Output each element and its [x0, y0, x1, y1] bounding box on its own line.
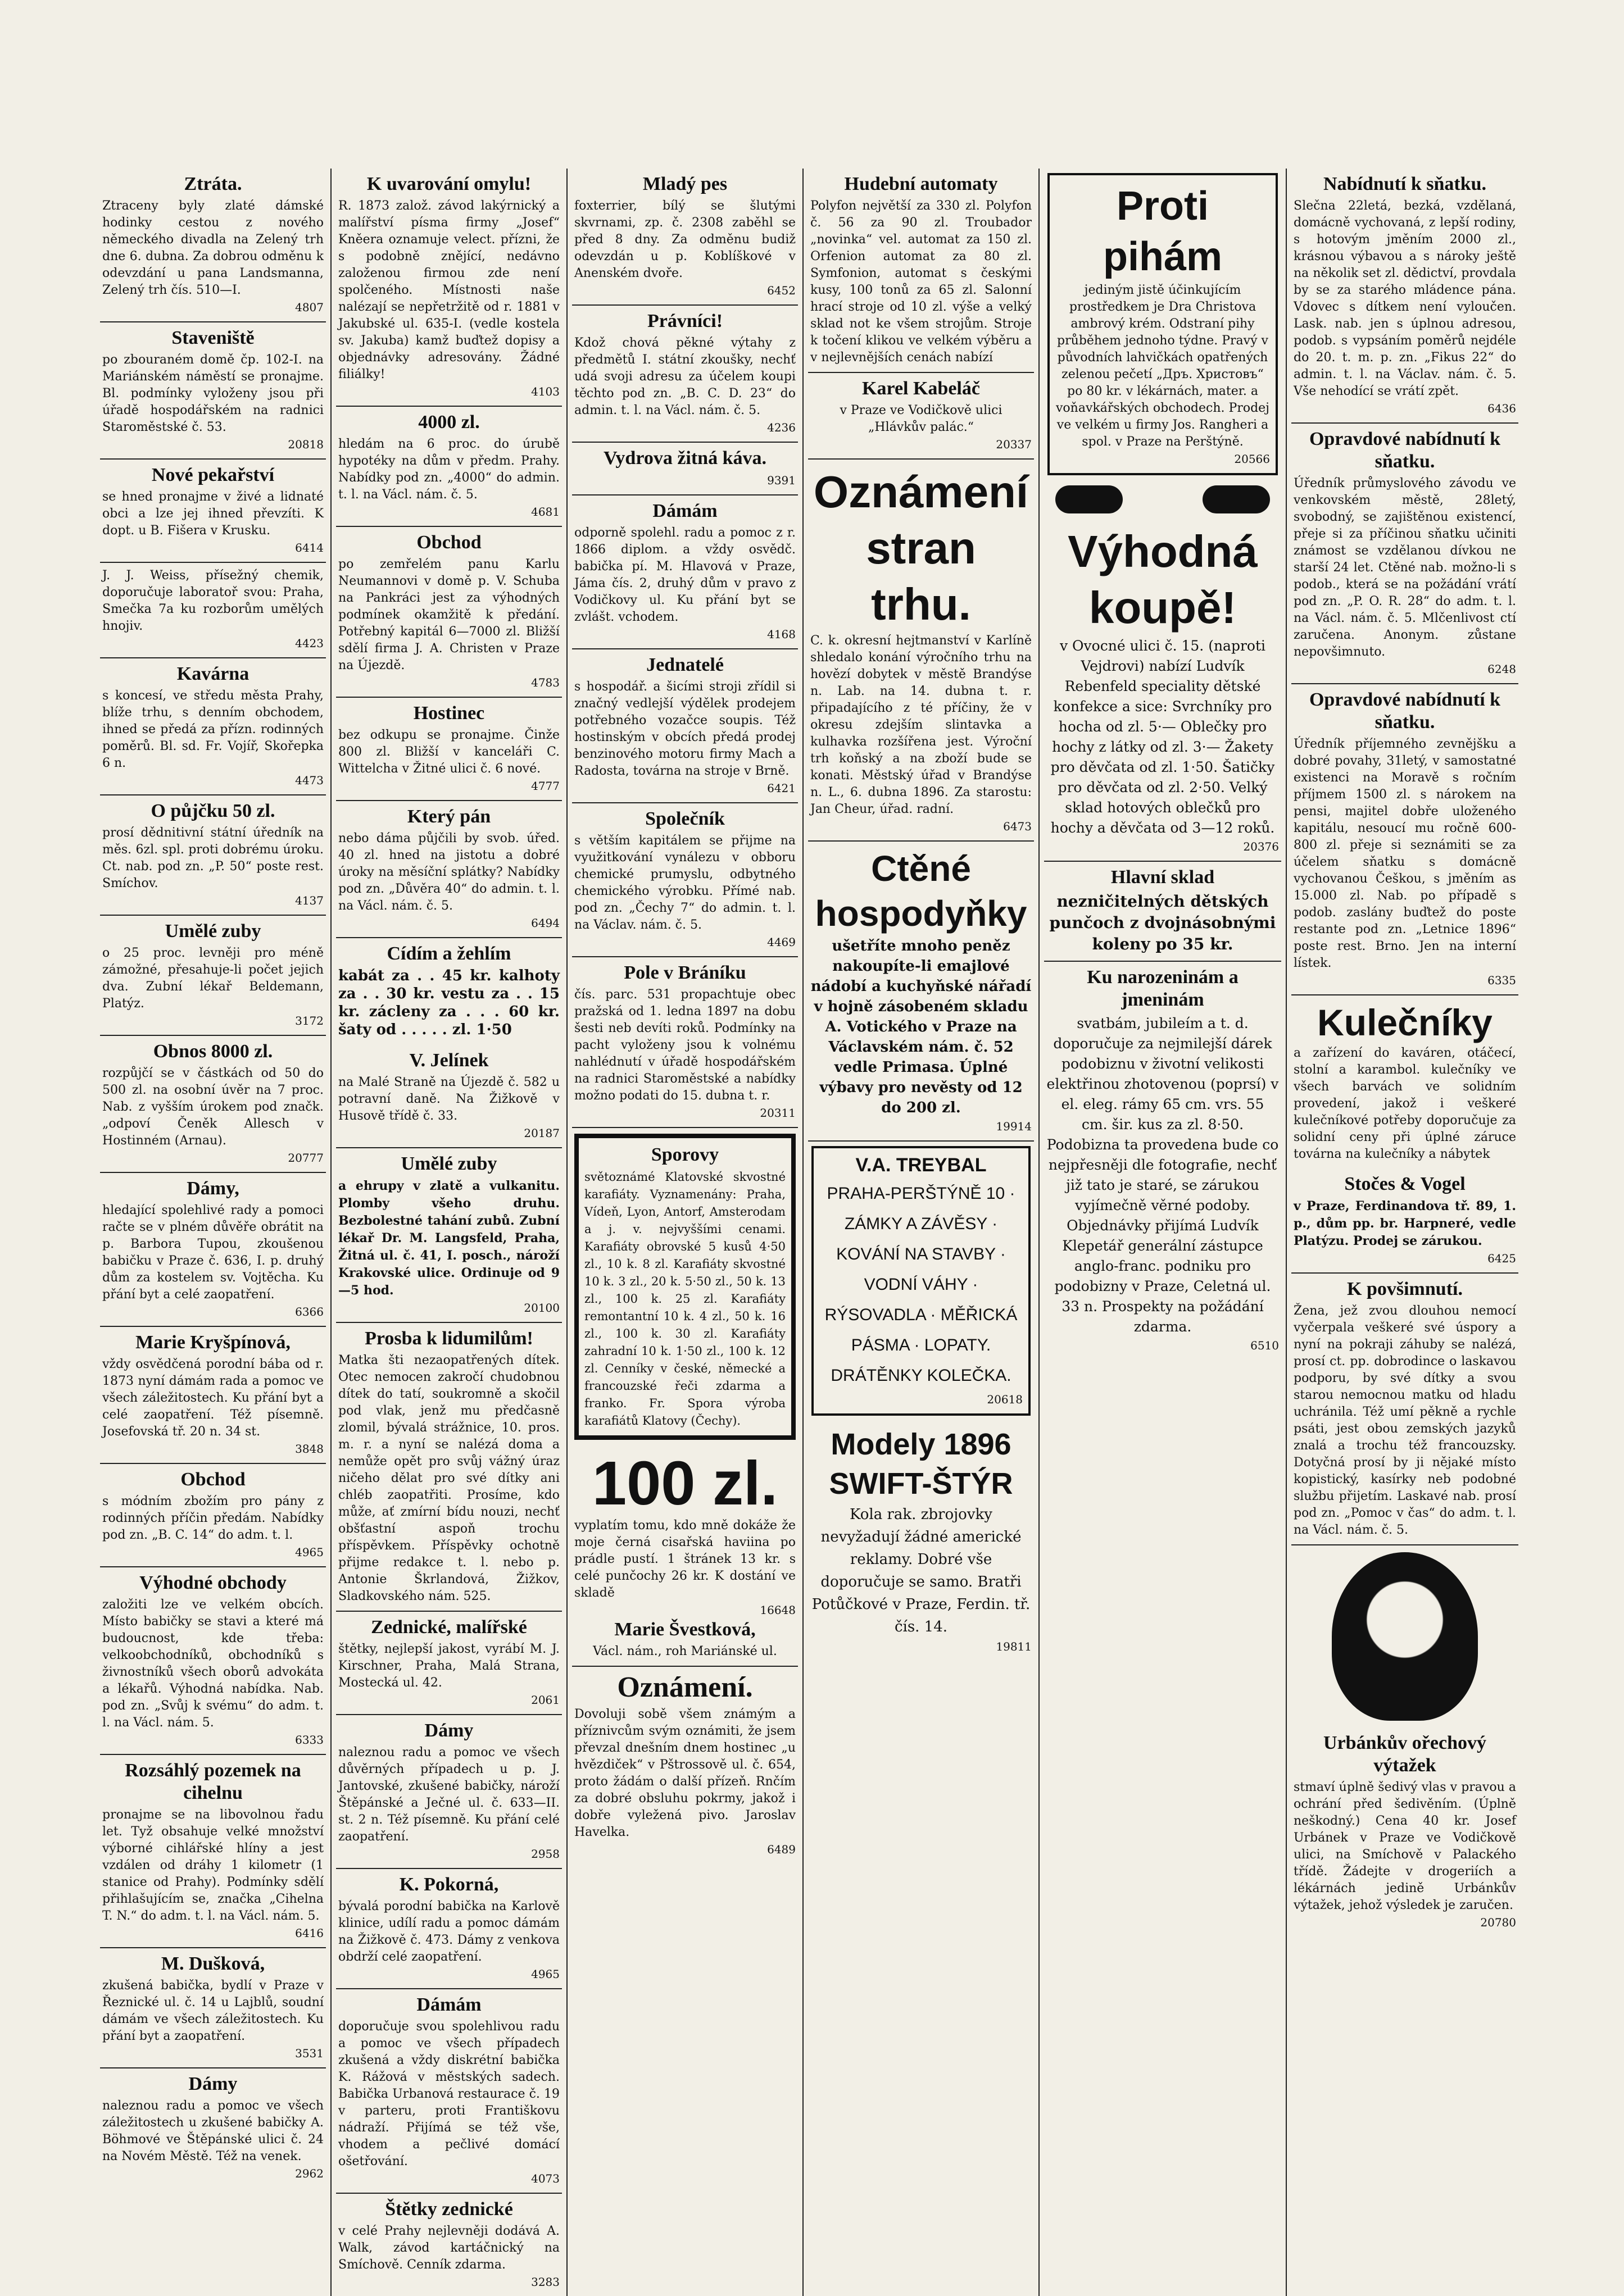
ad-title: Kulečníky: [1317, 1002, 1493, 1043]
ad-title: Dámy: [188, 2074, 238, 2094]
ad-title: Nové pekařství: [151, 465, 275, 485]
ad-subtitle: Marie Švestková,: [614, 1619, 756, 1640]
ad-title: Proti pihám: [1103, 184, 1223, 279]
ad-text: doporučuje svou spolehlivou radu a pomoc ve všech případech zkušená a vždy diskrétní babička K. Rážová v městských sadech. Babička Urbanová restaurace č. 19 v parteru, proti Františkovu nádraží. Přijímá se též vše, vhodem a pečlivé domácí ošetřování.: [338, 2020, 560, 2168]
ad-title: M. Dušková,: [161, 1953, 265, 1974]
ad-povsimnuti: [1291, 1274, 1518, 1545]
portrait-illustration: [1332, 1552, 1478, 1721]
ad-stoces-vogel: [1291, 1169, 1518, 1274]
ad-text: stmaví úplně šedivý vlas v pravou a ochrání před šedivěním. (Úplně neškodný.) Cena 40 kr. Josef Urbánek v Praze ve Vodičkově ulici, na Smíchově v Palackého třídě. Žádejte v drogeriích a lékárnách jedině Urbánkův výtažek, jehož výsledek je zaručen.: [1294, 1780, 1516, 1912]
ad-hostinec: [336, 698, 562, 801]
ad-text: Kdož chová pěkné výtahy z předmětů I. státní zkoušky, nechť udá svoji adresu za účelem koupi těchto pod zn. „B. C. D. 23“ do admin. t. l. na Václ. nám. č. 5.: [574, 336, 796, 417]
ad-number: 6414: [295, 541, 324, 554]
ad-number: 3283: [531, 2275, 560, 2289]
ad-number: 6436: [1487, 402, 1516, 415]
ad-number: 4423: [295, 636, 324, 650]
ad-number: 6416: [295, 1926, 324, 1940]
ad-title: Štětky zednické: [385, 2199, 513, 2220]
ad-title: Stočes & Vogel: [1344, 1174, 1466, 1194]
ad-text: s hospodář. a šicími stroji zřídil si značný vedlejší výdělek prodejem potřebného vozačce soupis. Též hostinským v obcích předá prodej benzinového motoru firmy Mach a Radosta, továrna na stroje v Brně.: [574, 680, 796, 778]
ad-kavarna: [100, 658, 326, 795]
hand-left-icon: [1055, 485, 1123, 513]
ad-umele-zuby-langsfeld: [336, 1148, 562, 1323]
ad-text: pronajme se na libovolnou řadu let. Tyž obsahuje velké množství výborné cihlářské hlíny a jest vzdálen od dráhy 1 kilometr (1 stanice od Prahy). Podmínky sdělí přihlašujícím se, značka „Cihelna T. N.“ do adm. t. l. na Václ. nám. 5.: [102, 1808, 324, 1923]
ad-spolecnik: [572, 803, 798, 957]
ad-text: Žena, jež zvou dlouhou nemocí vyčerpala veškeré své úspory a nyní na pokraji záhuby se nalézá, prosí ct. pp. dobrodince o laskavou podporu, by své dítky a svou starou nemocnou matku od hladu uchránila. Též umí pěkně a rychle psáti, jest obou zemských jazyků znalá a trochu též francouzsky. Dotyčná prosí by ji nějaké místo kopistický, kasírky neb podobné službu přijetím. Laskavé nab. prosí pod zn. „Pomoc v čas“ do adm. t. l. na Václ. nám. č. 5.: [1294, 1304, 1516, 1537]
ad-number: 6510: [1250, 1339, 1279, 1352]
ad-title: 4000 zl.: [418, 412, 480, 433]
ad-text: světoznámé Klatovské skvostné karafiáty. Vyznamenány: Praha, Vídeň, Lyon, Antorf, Amsterodam a j. v. nejvyššími cenami. Karafiáty obrovské 5 kusů 4·50 zl., 10 k. 8 zl. Karafiáty skvostné 10 k. 3 zl., 20 k. 5·50 zl., 50 k. 13 zl., 100 k. 25 zl. Karafiáty remontantní 10 k. 4 zl., 50 k. 16 zl., 100 k. 30 zl. Karafiáty zahradní 10 k. 1·50 zl., 100 k. 12 zl. Cenníky v české, německé a francouzské řeči zdarma a franko. Fr. Spora výroba karafiátů Klatovy (Čechy).: [584, 1170, 786, 1427]
ad-text: kabát za . . 45 kr. kalhoty za . . 30 kr. vestu za . . 15 kr. zácleny za . . . 60 kr. šaty od . . . . . zl. 1·50: [338, 967, 560, 1038]
ad-number: 6248: [1487, 662, 1516, 676]
ad-damy-jantovska: [336, 1715, 562, 1869]
ad-title: Jednatelé: [646, 654, 724, 675]
ad-title: V. Jelínek: [409, 1050, 489, 1071]
ad-number: 20780: [1480, 1916, 1516, 1929]
ad-title: Zednické, malířské: [371, 1617, 527, 1638]
ad-zednicke: [336, 1612, 562, 1715]
ad-mlady-pes: [572, 169, 798, 306]
ad-pozemek: [100, 1755, 326, 1948]
ad-title: K povšimnutí.: [1347, 1279, 1463, 1299]
ad-damy-tupa: [100, 1173, 326, 1327]
ad-number: 3172: [295, 1014, 324, 1027]
ad-oznameni-hostinec: [572, 1667, 798, 1863]
ad-text: zkušená babička, bydlí v Praze v Řeznické ul. č. 14 u Lajblů, soudní dámám ve všech záležitostech. Ku přání byt a zaopatření.: [102, 1979, 324, 2043]
ad-number: 16648: [760, 1603, 796, 1617]
ad-text: čís. parc. 531 propachtuje obec pražská od 1. ledna 1897 na dobu šesti neb devíti roků. Podmínky na pacht vyloženy jsou k volnému nahlédnutí v úřadě hospodářském na radnici Staroměstské a nabídky možno podati do 15. dubna t. r.: [574, 988, 796, 1103]
ad-hudebni-automaty: [808, 169, 1034, 373]
ad-title: Urbánkův ořechový výtažek: [1323, 1733, 1486, 1776]
ad-title: Společník: [645, 808, 725, 829]
ad-title: Karel Kabeláč: [862, 378, 980, 399]
ad-title: Ku narozeninám a jmeninám: [1087, 967, 1239, 1010]
ad-number: 6489: [767, 1843, 796, 1856]
ad-damam-razova: [336, 1989, 562, 2194]
ad-title: Právníci!: [647, 311, 723, 331]
ad-text: Václ. nám., roh Mariánské ul.: [593, 1644, 777, 1658]
ad-text: vždy osvědčená porodní bába od r. 1873 nyní dámám rada a pomoc ve všech záležitostech. Ku přání byt a celé zaopatření. Též písemně. Josefovská tř. 20 n. 34 st.: [102, 1357, 324, 1439]
ad-title: Nabídnutí k sňatku.: [1323, 174, 1487, 194]
ad-title: V.A. TREYBAL: [855, 1154, 987, 1176]
ad-4000: [336, 407, 562, 527]
ad-text: Kola rak. zbrojovky nevyžadují žádné americké reklamy. Dobré vše doporučuje se samo. Bratři Potůčkové v Praze, Ferdin. tř. čís. 14.: [811, 1506, 1031, 1635]
ad-text: Slečna 22letá, bezká, vzdělaná, domácně vychovaná, z lepší rodiny, s hotovým jměním 2000 zl., krásnou výbavou a s nároky ještě na několik set zl. dědictví, provdala by se za starého mládence pána. Vdovec s dítkem není vyloučen. Lask. nab. jen s úplnou adresou, podob. s vypsáním poměrů nejdéle do 20. t. m. p. zn. „Fikus 22“ do admin. t. l. na Václav. nám. č. 5. Vše nehodící se vrátí zpět.: [1294, 199, 1516, 398]
ad-damy-bohmova: [100, 2068, 326, 2188]
ad-title: Sporovy: [651, 1144, 719, 1165]
ad-text: Úředník průmyslového závodu ve venkovském městě, 28letý, svobodný, se zajištěnou existencí, přeje si za příčinou sňatku učiniti známost se vzdělanou dívkou ne starší 24 let. Ctěné nab. možno-li s podob., která se na požádání vrátí pod zn. „P. O. R. 28“ do adm. t. l. na Václ. nám. č. 5. Mlčenlivost ctí zaručena. Anonym. zůstane nepovšimnuto.: [1294, 476, 1516, 659]
ad-text: Úředník příjemného zevnějšku a dobré povahy, 31letý, v samostatné existenci na Moravě s ročním příjmem 1500 zl. s nárokem na pensi, majitel dobře uloženého kapitálu, nesoucí mu ročně 600-800 zl. přeje si seznámiti se za účelem sňatku s domácně vychovanou Češkou, s jměním as 15.000 zl. Nab. po případě s podob. zaslány buďtež do poste restante pod zn. „Letnice 1896“ poste rest. Brno. Jen na interní lístek.: [1294, 737, 1516, 970]
ad-title: Obchod: [180, 1469, 246, 1490]
ad-title: O půjčku 50 zl.: [151, 801, 275, 821]
ad-number: 6421: [767, 781, 796, 795]
ad-title: Opravdové nabídnutí k sňatku.: [1309, 429, 1501, 472]
ad-title: Ctěné hospodyňky: [815, 848, 1027, 934]
ad-text: hledající spolehlivé rady a pomoci račte se v plném důvěře obrátit na p. Barbora Tupou, zkoušenou babičku v Praze č. 636, I. p. druhý dům za kostelem sv. Vojtěcha. Ku přání byt a celé zaopatření.: [102, 1203, 324, 1302]
ad-text: po zbouraném domě čp. 102-I. na Mariánském náměstí se pronajme. Bl. podmínky vyloženy jsou při úřadě hospodářském na radnici Staroměstské č. 53.: [102, 353, 324, 434]
ad-number: 4473: [295, 774, 324, 787]
ad-text: naleznou radu a pomoc ve všech důvěrných případech u p. J. Jantovské, zkušené babičky, nároží Štěpánské a Ječné ul. č. 633—II. st. 2 n. Též písemně. Ku přání celé zaopatření.: [338, 1745, 560, 1844]
ad-weiss: [100, 563, 326, 658]
ad-number: 2958: [531, 1847, 560, 1861]
ad-vyhodne-obchody: [100, 1567, 326, 1755]
ad-text: s koncesí, ve středu města Prahy, blíže trhu, s denním obchodem, ihned se předá za přízn. rodinných poměrů. Bl. sd. Fr. Vojíř, Skořepka 6 n.: [102, 689, 324, 770]
ad-umele-zuby: [100, 916, 326, 1036]
column-6: [1287, 169, 1523, 2296]
ad-podobizna: [1044, 962, 1281, 1360]
ad-text: Dovoluji sobě všem známým a příznivcům svým oznámiti, že jsem převzal dnešním dnem hostinec „u hvězdiček“ v Pštrossově ul. č. 654, proto žádám o další přízeň. Rnčím za dobré obsluhu pokrmy, jakož i dobře vyležená pivo. Jaroslav Havelka.: [574, 1707, 796, 1839]
ad-staveniste: [100, 322, 326, 460]
ad-text: jediným jistě účinkujícím prostředkem je Dra Christova ambrový krém. Odstraní pihy průběhem jednoho týdne. Pravý v původních lahvičkách opatřených zelenou pečetí „Дръ. Христовъ“ po 80 kr. v lékárnách, mater. a voňavkářských obchodech. Prodej ve velkém u firmy Jos. Rangheri a spol. v Praze na Perštýně.: [1055, 283, 1269, 449]
ad-number: 4965: [531, 1967, 560, 1981]
ad-kabelac: [808, 373, 1034, 460]
ad-urbanek: [1291, 1727, 1518, 1936]
ad-text: a ehrupy v zlatě a vulkanitu. Plomby všeho druhu. Bezbolestné tahání zubů. Zubní lékař Dr. M. Langsfeld, Praha, Žitná ul. č. 41, I. posch., nároží Krakovské ulice. Ordinuje od 9—5 hod.: [338, 1179, 560, 1298]
ad-title: Hlavní sklad: [1110, 867, 1215, 888]
ad-title: Obnos 8000 zl.: [153, 1041, 273, 1062]
ad-kryspinova: [100, 1327, 326, 1464]
ad-number: 20566: [1234, 452, 1270, 466]
ad-number: 4103: [531, 385, 560, 398]
ad-number: 20337: [996, 438, 1032, 451]
hand-right-icon: [1203, 485, 1270, 513]
ad-snatek-1: [1291, 169, 1518, 424]
ad-jednatele: [572, 649, 798, 803]
ad-text: a zařízení do kaváren, otáčecí, stolní a karambol. kulečníky ve všech barvách ve solidním provedení, jakož i veškeré kulečníkové potřeby doporučuje za solidní ceny při úplné záruce továrna na kulečníky a nábytek: [1294, 1046, 1516, 1161]
ad-text: hledám na 6 proc. do úrubě hypotéky na dům v předm. Prahy. Nabídky pod zn. „4000“ do admin. t. l. na Václ. nám. č. 5.: [338, 437, 560, 502]
ad-text: prosí dědnitivní státní úředník na měs. 6zl. spl. proti dobrému úroku. Ct. nab. pod zn. „P. 50“ poste rest. Smíchov.: [102, 826, 324, 890]
ad-hlavni-sklad: [1044, 862, 1281, 962]
ad-number: 6333: [295, 1733, 324, 1747]
ad-title: Rozsáhlý pozemek na cihelnu: [125, 1760, 301, 1803]
ad-title: Oznámení.: [617, 1671, 753, 1703]
ad-number: 4965: [295, 1545, 324, 1559]
ad-title: Staveniště: [171, 328, 255, 348]
ad-title: Dámám: [652, 501, 718, 521]
ad-number: 4168: [767, 628, 796, 641]
ad-cidim: [336, 938, 562, 1045]
ad-title: K uvarování omylu!: [366, 174, 532, 194]
ad-text: Ztraceny byly zlaté dámské hodinky cestou z nového německého divadla na Zelený trh dne 6. dubna. Za dobrou odměnu k odevzdání u pana Landsmanna, Zelený trh čís. 510—I.: [102, 199, 324, 297]
ad-title: Obchod: [416, 532, 482, 553]
ad-number: 3531: [295, 2047, 324, 2060]
ad-title: Modely 1896 SWIFT-ŠTÝR: [829, 1427, 1013, 1501]
ad-text: Polyfon největší za 330 zl. Polyfon č. 56 za 90 zl. Troubador „novinka“ vel. automat za 150 zl. Orfenion automat za 80 zl. Symfonion, automat s českými kusy, 100 tonů za 65 zl. Salonní hrací stroje od 10 zl. výše a velký sklad not ke všem strojům. Stroje k točení klikou ve velkém výběru a v nejlevnějších cenách nabízí: [810, 199, 1032, 365]
ad-number: 6473: [1003, 820, 1032, 833]
ad-number: 6452: [767, 284, 796, 297]
ad-title: Prosba k lidumilům!: [365, 1328, 533, 1349]
ad-text: odporně spolehl. radu a pomoc z r. 1866 diplom. a vždy osvědč. babička pí. M. Hlavová v Praze, Jáma čís. 2, druhý dům v pravo z Vodičkovy ul. Ku přání byt se zvlášt. vchodem.: [574, 526, 796, 624]
ad-text: C. k. okresní hejtmanství v Karlíně shledalo konání výročního trhu na hovězí dobytek v městě Brandýse n. Lab. na 14. dubna t. r. připadajícího z té příčiny, že v okresu zdejším slintavka a kulhavka rozšířena jest. Výroční trh koňský a na zboží bude se konati. Městský úřad v Brandýse n. L., 6. dubna 1896. Za starostu: Jan Cheur, úřad. radní.: [810, 634, 1032, 816]
ad-text: v Praze, Ferdinandova tř. 89, 1. p., dům pp. br. Harpneré, vedle Platýzu. Prodej se zárukou.: [1294, 1199, 1516, 1248]
ad-number: 4681: [531, 505, 560, 519]
ad-title: 100 zl.: [592, 1449, 778, 1518]
ad-text: PRAHA-PERŠTÝNĚ 10 · ZÁMKY A ZÁVĚSY · KOVÁNÍ NA STAVBY · VODNÍ VÁHY · RÝSOVADLA · MĚŘICKÁ PÁSMA · LOPATY. DRÁTĚNKY KOLEČKA.: [824, 1184, 1018, 1385]
ad-obchod-modni: [100, 1464, 326, 1567]
ad-title: Dámám: [416, 1994, 482, 2015]
ad-number: 4137: [295, 894, 324, 907]
ad-text: R. 1873 založ. závod lakýrnický a malířství písma firmy „Josef“ Kněera oznamuje velect. přízni, že s podobně znějící, nedávno založenou firmou zde není spolčeného. Místnosti naše nalézají se nepřetržitě od r. 1881 v Jakubské ul. 635-I. (vedle kostela sv. Jakuba) kamž buďtež dopisy a objednávky adresovány. Žádné filiálky!: [338, 199, 560, 381]
ad-text: štětky, nejlepší jakost, vyrábí M. J. Kirschner, Praha, Malá Strana, Mostecká ul. 42.: [338, 1642, 560, 1690]
ad-number: 4236: [767, 421, 796, 434]
ad-title: Výhodná koupě!: [1068, 526, 1258, 633]
ad-uvarovani: [336, 169, 562, 407]
ad-text: založiti lze ve velkém obcích. Místo babičky se stavi a které má budoucnost, kde třeba: velkoobchodníků, obchodníků s živnostníků všech oborů advokáta a lékařů. Výhodná nabídka. Nab. pod zn. „Svůj k svému“ do adm. t. l. na Václ. nám. 5.: [102, 1598, 324, 1730]
column-1: [96, 169, 332, 2296]
ad-number: 20618: [987, 1393, 1023, 1406]
ad-duskova: [100, 1948, 326, 2068]
ad-text: J. J. Weiss, přísežný chemik, doporučuje laboratoř svou: Praha, Smečka 7a ku rozborům umělých hnojiv.: [102, 569, 324, 633]
ad-title: Dámy,: [187, 1178, 239, 1199]
column-4: [804, 169, 1040, 2296]
ad-title: Mladý pes: [642, 174, 728, 194]
ad-number: 6494: [531, 916, 560, 930]
ad-number: 4807: [295, 301, 324, 314]
ad-number: 4783: [531, 676, 560, 689]
pointing-hands-icon: [1044, 480, 1281, 519]
ad-pujcka: [100, 795, 326, 916]
ad-number: 20777: [288, 1151, 324, 1165]
ad-text: o 25 proc. levněji pro méně zámožné, přesahuje-li počet jejich dva. Zubní lékař Beldemann, Platýz.: [102, 946, 324, 1011]
column-3: [568, 169, 804, 2296]
ad-number: 20100: [524, 1301, 560, 1315]
ad-text: v Praze ve Vodičkově ulici „Hlávkův palác.“: [840, 403, 1002, 434]
ad-number: 4777: [531, 779, 560, 793]
ad-text: na Malé Straně na Újezdě č. 582 u potravní daně. Na Žižkově v Husově třídě č. 33.: [338, 1075, 560, 1123]
ad-title: Kavárna: [176, 663, 250, 684]
ad-pekarstvi: [100, 460, 326, 563]
ad-number: 19811: [996, 1640, 1032, 1653]
ad-pihy: [1047, 173, 1278, 475]
ad-jelinek: [336, 1045, 562, 1148]
ad-title: Opravdové nabídnutí k sňatku.: [1309, 689, 1501, 733]
ad-text: se hned pronajme v živé a lidnaté obci a lze jej ihned převzíti. K dopt. u B. Fišera v Krusku.: [102, 490, 324, 538]
ad-title: Cídím a žehlím: [387, 943, 511, 964]
ad-title: Výhodné obchody: [139, 1572, 287, 1593]
ad-number: 9391: [767, 474, 796, 487]
ad-title: Hostinec: [413, 703, 485, 724]
ad-text: Matka šti nezaopatřených dítek. Otec nemocen zakročí chudobnou dítek do tatí, soukromně a skočil pod vlak, jenž mu předčasně zlomil, bývalá strážnice, 10. pros. m. r. a nyní se nalézá doma a nemůže opět pro svůj vážný úraz ničeho dělat pro své dítky ani chléb zaopatřiti. Prosíme, kdo může, ať zmírní bídu nouzi, nechť obšťastní aspoň trochu příspěvkem. Příspěvky ochotně přijme redakce t. l. nebo p. Antonie Škrlandová, Žižkov, Sladkovského nám. 525.: [338, 1353, 560, 1603]
ad-title: Pole v Bráníku: [624, 962, 746, 983]
ad-snatek-3: [1291, 684, 1518, 995]
ad-number: 6425: [1487, 1252, 1516, 1265]
ad-pokorna: [336, 1869, 562, 1989]
ad-ktery-pan: [336, 801, 562, 938]
ad-number: 20376: [1243, 840, 1279, 853]
ad-oznameni-trhu: [808, 460, 1034, 842]
ad-title: Který pán: [407, 806, 491, 827]
ad-vyhodna-koupe: [1044, 519, 1281, 862]
ad-title: Umělé zuby: [401, 1153, 497, 1174]
ad-text: ušetříte mnoho peněz nakoupíte-li emajlové nádobí a kuchyňské nářadí v hojně zásobeném skladu A. Votického v Praze na Václavském nám. č. 52 vedle Primasa. Úplné výbavy pro nevěsty od 12 do 200 zl.: [810, 938, 1032, 1116]
ad-obchod-neumann: [336, 527, 562, 698]
ad-title: Umělé zuby: [165, 921, 261, 942]
ad-treybal: [811, 1146, 1031, 1416]
ad-number: 20187: [524, 1126, 560, 1140]
ad-vydrova-kava: [572, 443, 798, 495]
ad-number: 20818: [288, 438, 324, 451]
ad-number: 6366: [295, 1305, 324, 1319]
column-5: [1040, 169, 1287, 2296]
ad-number: 20311: [760, 1106, 796, 1120]
newspaper-page: [96, 169, 1534, 2289]
ad-title: Dámy: [424, 1720, 474, 1741]
ad-text: s módním zbožím pro pány z rodinných příčin předám. Nabídky pod zn. „B. C. 14“ do adm. t. l.: [102, 1494, 324, 1542]
ad-text: bez odkupu se pronajme. Činže 800 zl. Bližší v kanceláři C. Wittelcha v Žitné ulici č. 6 nové.: [338, 728, 560, 776]
ad-text: v Ovocné ulici č. 15. (naproti Vejdrovi) nabízí Ludvík Rebenfeld speciality dětské konfekce a sice: Svrchníky pro hocha od zl. 5·— Oblečky pro hochy z látky od zl. 3·— Žakety pro děvčata od zl. 1·50. Šatičky pro děvčata od zl. 2·50. Velký sklad hotových oblečků pro hochy a děvčata od 3—12 roků.: [1050, 638, 1275, 836]
ad-text: vyplatím tomu, kdo mně dokáže že moje černá cisařská haviina po prádle pustí. 1 štránek 13 kr. s celé punčochy 26 kr. K dostání ve skladě: [574, 1518, 796, 1600]
ad-kulecniky: [1291, 995, 1518, 1169]
ad-title: Marie Kryšpínová,: [135, 1332, 291, 1353]
ad-title: Oznámení stran trhu.: [813, 467, 1029, 629]
ad-text: v celé Prahy nejlevněji dodává A. Walk, závod kartáčnický na Smíchově. Cenník zdarma.: [338, 2224, 560, 2272]
column-2: [332, 169, 568, 2296]
ad-obnos: [100, 1036, 326, 1173]
ad-number: 2061: [531, 1693, 560, 1707]
ad-stetky: [336, 2194, 562, 2296]
ad-title: Vydrova žitná káva.: [604, 448, 766, 469]
ad-number: 6335: [1487, 974, 1516, 987]
ad-pravnici: [572, 306, 798, 443]
ad-prosba: [336, 1323, 562, 1612]
ad-text: bývalá porodní babička na Karlově klinice, udílí radu a pomoc dámám na Žižkově č. 473. Dámy z venkova obdrží celé zaopatření.: [338, 1899, 560, 1964]
ad-swift-styr: [808, 1420, 1034, 1661]
ad-pole-branik: [572, 957, 798, 1128]
ad-damam-hlavova: [572, 495, 798, 649]
ad-text: foxterrier, bílý se šlutými skvrnami, zp. č. 2308 zaběhl se před 8 dny. Za odměnu budiž odevzdán u p. Koblíškové v Anenském dvoře.: [574, 199, 796, 280]
ad-ztrata: [100, 169, 326, 322]
ad-snatek-2: [1291, 424, 1518, 684]
ad-number: 19914: [996, 1120, 1032, 1133]
ad-number: 3848: [295, 1442, 324, 1456]
ad-text: nebo dáma půjčili by svob. úřed. 40 zl. hned na jistotu a dobré úroky na měsíční splátky? Nabídky pod zn. „Důvěra 40“ do admin. t. l. na Václ. nám. č. 5.: [338, 831, 560, 913]
ad-text: naleznou radu a pomoc ve všech záležitostech u zkušené babičky A. Böhmové ve Štěpánské ulici č. 24 na Novém Městě. Též na venek.: [102, 2099, 324, 2163]
ad-text: po zemřelém panu Karlu Neumannovi v domě p. V. Schuba na Pankráci jest za výhodných podmínek okamžitě k předání. Potřebný kapitál 6—7000 zl. Bližší sdělí firma J. A. Christen v Praze na Újezdě.: [338, 557, 560, 672]
ad-title: Hudební automaty: [844, 174, 998, 194]
ad-text: rozpůjčí se v částkách od 50 do 500 zl. na osobní úvěr na 7 proc. Nab. z vyšším úrokem pod značk. „odpoví Čeněk Allesch v Hostinném (Arnau).: [102, 1066, 324, 1148]
ad-number: 4073: [531, 2172, 560, 2185]
ad-text: svatbám, jubileím a t. d. doporučuje za nejmilejší dárek podobiznu v životní velikosti elektřinou zhotovenou (poprsí) v el. eleg. rámy 65 cm. vrs. 55 cm. šir. kus za zl. 8·50. Podobizna ta provedena bude co nejpřesněji dle fotografie, nechť již tato je staré, se zárukou vyjímečně věrné podoby. Objednávky přijímá Ludvík Klepetář generální zástupce anglo-franc. podniku pro podobizny v Praze, Celetná ul. 33 n. Prospekty na požádání zdarma.: [1046, 1015, 1279, 1335]
ad-karafiaty: [574, 1134, 796, 1440]
ad-hospodynky: [808, 842, 1034, 1142]
ad-100-zl: [572, 1445, 798, 1667]
ad-text: nezničitelných dětských punčoch z dvojnásobnými koleny po 35 kr.: [1049, 892, 1276, 953]
ad-number: 2962: [295, 2167, 324, 2180]
ad-text: s větším kapitálem se přijme na využitkování vynálezu v obboru chemické prumyslu, odbytného chemického výrobku. Přímé nab. pod zn. „Čechy 7“ do admin. t. l. na Václav. nám. č. 5.: [574, 834, 796, 932]
ad-title: Ztráta.: [184, 174, 242, 194]
ad-title: K. Pokorná,: [399, 1874, 499, 1895]
ad-number: 4469: [767, 935, 796, 949]
